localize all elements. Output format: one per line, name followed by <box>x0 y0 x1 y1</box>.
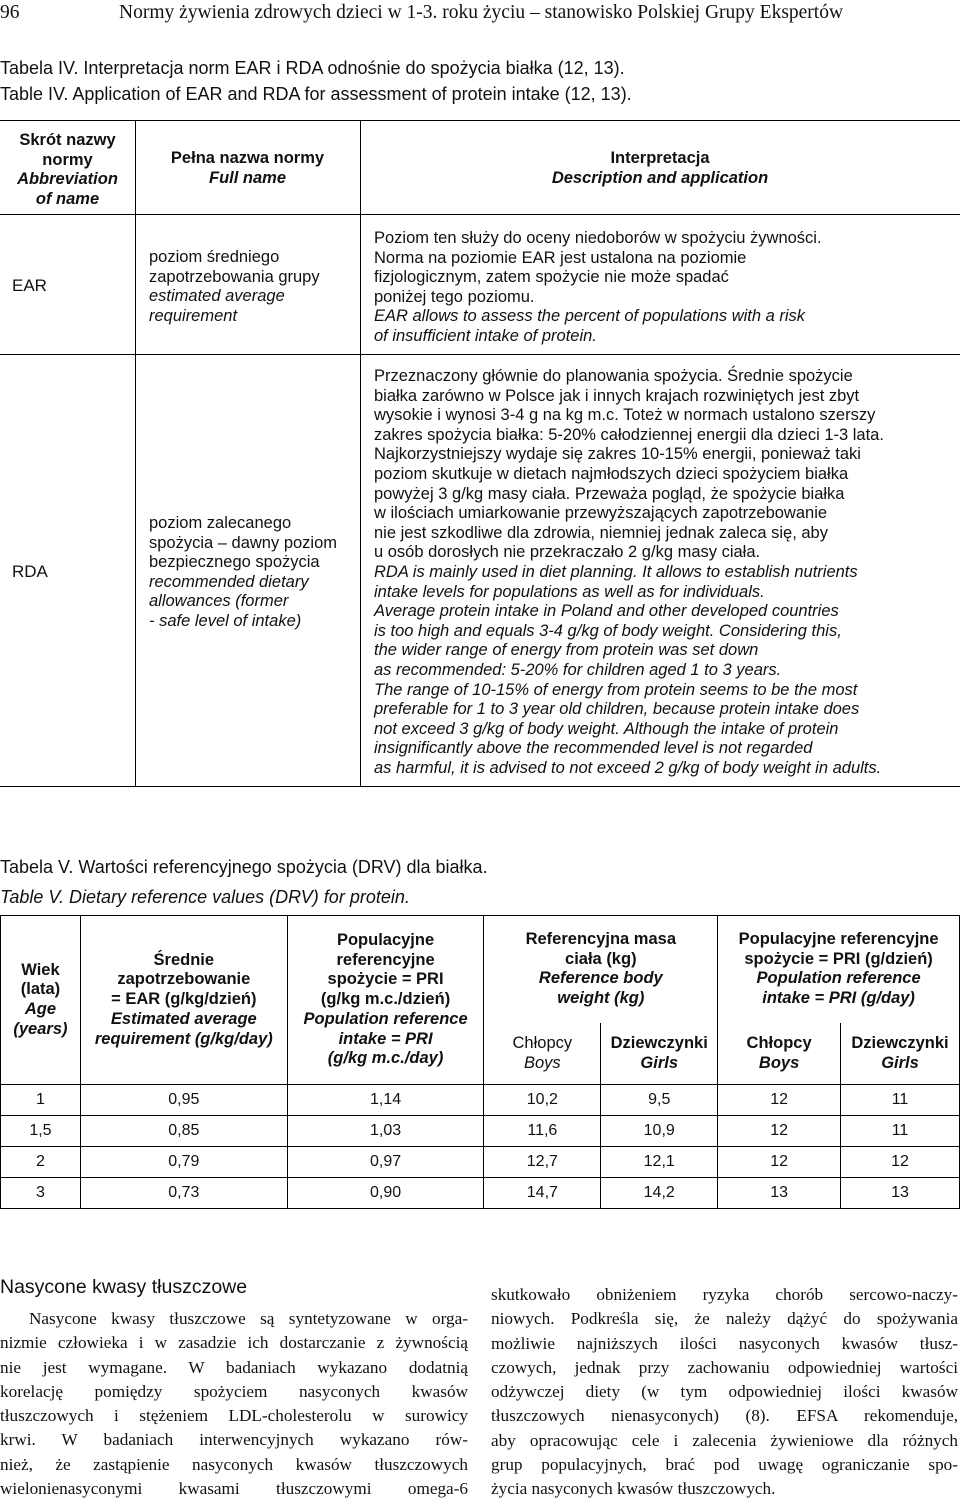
header-abbreviation: Skrót nazwy normy Abbreviation of name <box>17 131 118 208</box>
subheader-girls-pri: Dziewczynki Girls <box>841 1023 960 1085</box>
section-title: Nasycone kwasy tłuszczowe <box>0 1276 248 1298</box>
subheader-girls-weight: Dziewczynki Girls <box>601 1023 718 1085</box>
table5-caption-pl: Tabela V. Wartości referencyjnego spożycia (DRV) dla białka. <box>0 857 488 877</box>
table4-caption-en: Table IV. Application of EAR and RDA for assessment of protein intake (12, 13). <box>0 84 632 104</box>
running-title: Normy żywienia zdrowych dzieci w 1-3. roku życiu – stanowisko Polskiej Grupy Ekspertów <box>119 2 844 23</box>
table-row: 1,5 0,85 1,03 11,6 10,9 12 11 <box>1 1116 960 1147</box>
page-header <box>0 2 960 28</box>
ear-interpretation: Poziom ten służy do oceny niedoborów w spożyciu żywności. Norma na poziomie EAR jest ustalona na poziomie fizjologicznym, zatem spożycie nie może spadać poniżej tego poziomu. EAR allows to assess the percent of populations with a risk of insufficient intake of protein. <box>374 229 822 345</box>
table-row: 3 0,73 0,90 14,7 14,2 13 13 <box>1 1178 960 1209</box>
rda-interpretation: Przeznaczony głównie do planowania spożycia. Średnie spożycie białka zarówno w Polsce jak i innych krajach rozwiniętych jest zbyt wysokie i wynosi 3-4 g na kg m.c. Toteż w normach ustalono szerszy zakres spożycia białka: 5-20% całodziennej energii dla dzieci 1-3 lata. Najkorzystniejszy wydaje się zakres 10-15% energii, ponieważ taki poziom skutkuje w dietach najmłodszych dzieci spożyciem białka powyżej 3 g/kg masy ciała. Przeważa pogląd, że spożycie białka w ilościach umiarkowanie przewyższających zapotrzebowanie nie jest szkodliwe dla zdrowia, niemniej jednak zaleca się, aby u osób dorosłych nie przekraczało 2 g/kg masy ciała. RDA is mainly used in diet planning. It allows to establish nutrients intake levels for populations as well as for individuals. Average protein intake in Poland and other developed countries is too high and equals 3-4 g/kg of body weight. Considering this, the wider range of energy from protein was set down as recommended: 5-20% for children aged 1 to 3 years. The range of 10-15% of energy from protein seems to be the most preferable for 1 to 3 year old children, because protein intake does not exceed 3 g/kg of body weight. Although the intake of protein insignificantly above the recommended level is not regarded as harmful, it is advised to not exceed 2 g/kg of body weight in adults. <box>374 367 884 777</box>
page-number: 96 <box>0 2 20 23</box>
subheader-boys-pri: Chłopcy Boys <box>718 1023 841 1085</box>
header-interpretation: Interpretacja Description and application <box>551 149 769 187</box>
header-reference-weight: Referencyjna masa ciała (kg) Reference body weight (kg) <box>484 916 718 1023</box>
rda-code: RDA <box>12 562 48 581</box>
body-left-column: Nasycone kwasy tłuszczowe są syntetyzowane w orga- nizmie człowieka i w zasadzie ich dostarczanie z żywnością nie jest wymagane. W badaniach wykazano dodatnią korelację pomiędzy spożyciem nasyconych kwasów tłuszczowych i stężeniem LDL-cholesterolu w surowicy krwi. W badaniach interwencyjnych wykazano rów- nież, że zastąpienie nasyconych kwasów tłuszczowych wielonienasyconymi kwasami tłuszczowymi omega-6 <box>0 1309 468 1499</box>
ear-full-name: poziom średniego zapotrzebowania grupy estimated average requirement <box>149 248 320 325</box>
header-ear: Średnie zapotrzebowanie = EAR (g/kg/dzień) Estimated average requirement (g/kg/day) <box>80 916 287 1085</box>
table-row: 1 0,95 1,14 10,2 9,5 12 11 <box>1 1085 960 1116</box>
header-full-name: Pełna nazwa normy Full name <box>170 149 325 187</box>
header-pri-per-kg: Populacyjne referencyjne spożycie = PRI (g/kg m.c./dzień) Population reference intake = PRI (g/kg m.c./day) <box>287 916 484 1085</box>
table-v <box>0 915 960 1209</box>
table5-caption-en: Table V. Dietary reference values (DRV) for protein. <box>0 887 410 907</box>
header-age: Wiek (lata) Age (years) <box>1 916 81 1085</box>
table-iv <box>0 120 960 787</box>
body-right-column: skutkowało obniżeniem ryzyka chorób sercowo-naczy- niowych. Podkreśla się, że należy dążyć do spożywania możliwie najniższych ilości nasyconych kwasów tłusz- czowych, jednak przy zachowaniu odpowiedniej wartości odżywczej diety (w tym odpowiedniej ilości kwasów tłuszczowych nienasyconych) (8). EFSA rekomenduje, aby opracowując cele i zalecenia żywieniowe dla różnych grup populacyjnych, brać pod uwagę ograniczanie spo- życia nasyconych kwasów tłuszczowych. <box>491 1285 958 1499</box>
header-pri-per-day: Populacyjne referencyjne spożycie = PRI (g/dzień) Population reference intake = PRI (g/day) <box>718 916 960 1023</box>
table4-caption-pl: Tabela IV. Interpretacja norm EAR i RDA odnośnie do spożycia białka (12, 13). <box>0 58 625 78</box>
table-row: 2 0,79 0,97 12,7 12,1 12 12 <box>1 1147 960 1178</box>
subheader-boys-weight: Chłopcy Boys <box>484 1023 601 1085</box>
rda-full-name: poziom zalecanego spożycia – dawny poziom bezpiecznego spożycia recommended dietary allowances (former - safe level of intake) <box>149 514 338 630</box>
ear-code: EAR <box>12 276 47 295</box>
